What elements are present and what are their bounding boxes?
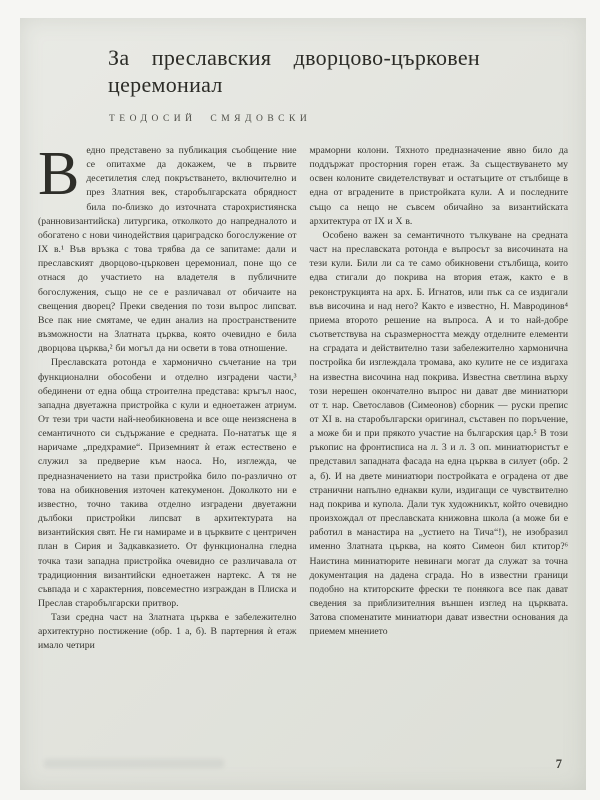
paragraph: Особено важен за семантичното тълкуване на средната част на преславската ротонда е въпросът за височината на тези кули. Били ли са те само обикновени стълбища, които едва стигали до покрива на втория етаж, както е в реконструкцията на арх. Б. Игнатов, или пък са се издигали във височина и над него? Както е известно, Н. Мавродинов⁴ приема второто решение на въпроса. А и то най-добре съответствува на съразмерността между отделните елементи на сградата и действително тази забележително хармонична постройка би изглеждала тромава, ако кулите не се издигаха на известна височина над покрива. Известна светлина върху този нерешен окончателно въпрос ни дават две миниатюри от т. нар. Светославов (Симеонов) сборник — руски препис от XI в. на старобългарски оригинал, съставен по поръчение, а може би и при прякото участие на българския цар.⁵ В този ръкопис на фронтисписа на л. 3 и л. 3 оп. миниатюристът е представил западната фасада на една църква в силует (обр. 2 а, б). И на двете миниатюри постройката е оградена от две странични напълно еднакви кули, издигащи се чувствително над покрива и купола. Дали тук художникът, който очевидно произхождал от преславската книжовна школа (а може би е работил в манастира на „устието на Тича“!), не изобразил именно Златната църква, на която Симеон бил ктитор?⁶ Наистина миниатюрите невинаги могат да служат за точна документация на дадена сграда. Но в известни граници подобно на ктиторските фрески те понякога все пак дават сведения за приблизителния външен изглед на църквата. Затова споменатите миниатюри дават известни основания да приемем мнението [309, 229, 568, 638]
article-title: За преславския дворцово-църковен церемониал [108, 45, 480, 97]
paragraph: Тази средна част на Златната църква е забележително архитектурно постижение (обр. 1 а, б). В партерния ѝ етаж имало четири [38, 612, 297, 652]
paragraph-continuation: мраморни колони. Тяхното предназначение явно било да поддържат просторния горен етаж. За съществуването му освен колоните свидетелствуват и остатъците от стълбище в една от вградените в пристройката кули. А и последните също са нещо не съвсем обичайно за византийската архитектура от IX и X в. [309, 145, 568, 227]
page-surface [20, 18, 586, 790]
opening-paragraph [38, 140, 297, 356]
dropcap-letter: В [38, 140, 80, 208]
text-columns [38, 140, 568, 654]
paragraph: Преславската ротонда е хармонично съчетание на три функционални обособени и отделно изградени части,³ обединени от една обща строителна представа: кръгъл наос, западна двуетажна пристройка с кули и едноетажен атриум. От тези три части най-необикновена и все още неизяснена в семантичното си съдържание е средната. По-нататък ще я наричаме „предхрамие“. Приземният ѝ етаж естествено е служил за предверие към наоса. Но, изглежда, че предназначението на тази пристройка било по-различно от това на обикновения източен катекуменон. Доколкото ни е известно, точно такива отделно изградени двуетажни дълбоки пристройки липсват в архитектурата на византийския свят. Не ги намираме и в църквите с центричен план в Сирия и Задкавказието. От функционална гледна точка тази западна пристройка очевидно се различавала от традиционния византийски едноетажен нартекс. А тя не съвпада и с характерния, повсеместно изграждан в Плиска и Преслав старобългарски притвор. [38, 357, 297, 609]
right-column [310, 144, 569, 654]
article-author: ТЕОДОСИЙ СМЯДОВСКИ [109, 114, 312, 124]
left-column [38, 140, 297, 654]
page-showthrough [44, 759, 224, 768]
page-number: 7 [555, 757, 562, 771]
opening-paragraph-text: едно представено за публикация съобщение ние се опитахме да докажем, че в първите десетилетия след покръстването, включително и през Златния век, старобългарската обрядност била по-близко до източната старохристиянска (ранновизантийска) литургика, отколкото до напредналото и обогатено с нови чинодействия цариградско богослужение от IX в.¹ Във връзка с това трябва да се запитаме: дали и преславският дворцово-църковен церемониал, поне що се отнася до участието на владетеля в публичните богослужения, също не се е различавал от обичаите на свещения дворец? Преки сведения по този въпрос липсват. Все пак ние смятаме, че един анализ на пространствените възможности на Златната църква, която очевидно е била дворцова църква,² би могъл да ни освети в това отношение. [38, 145, 297, 355]
